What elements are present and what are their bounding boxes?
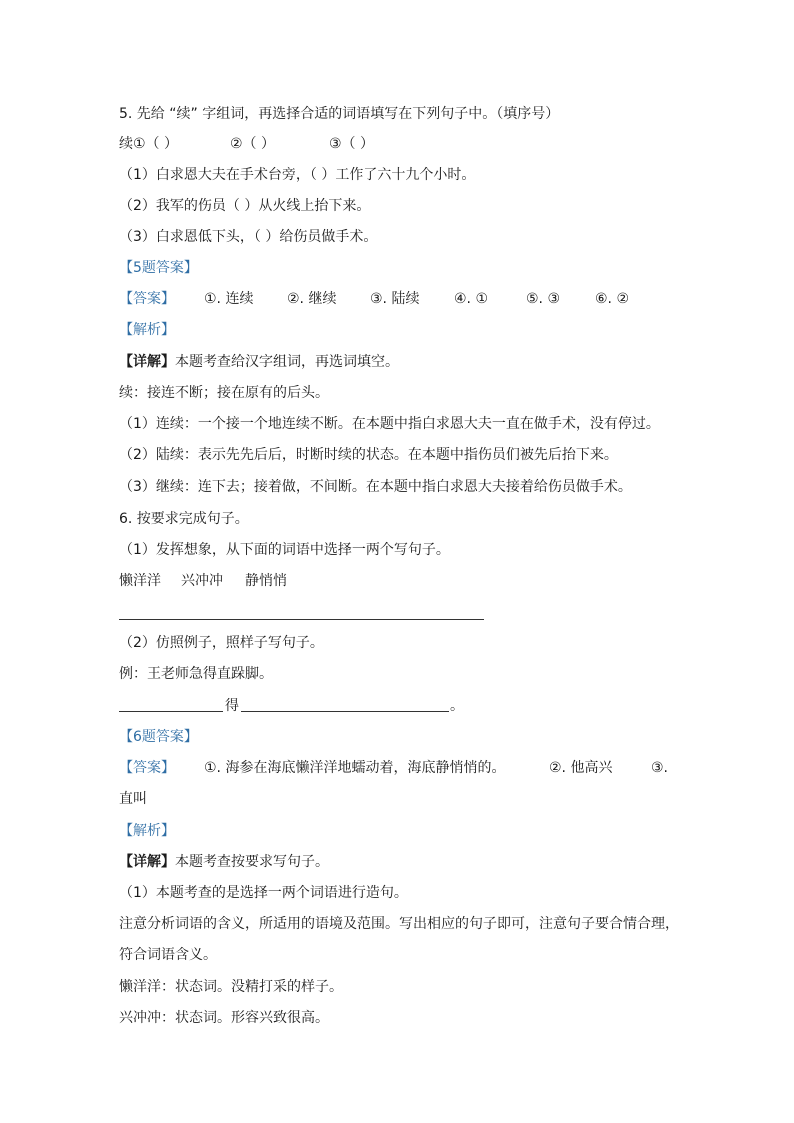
q6-word-3: 静悄悄 [245,573,287,589]
q6-answer-line [119,619,484,620]
q6-analysis-heading: 【解析】 [119,823,175,839]
q6-answer-heading: 【6题答案】 [119,729,198,745]
q6-word-list [119,571,419,591]
q6-answer-3-continued: 直叫 [119,791,147,807]
q5-detail-text: 本题考查给汉字组词，再选词填空。 [175,354,399,370]
q5-detail [119,352,399,372]
q6-answer-row [119,758,679,778]
q6-word-1: 懒洋洋 [119,573,161,589]
q6-detail-text: 本题考查按要求写句子。 [175,854,329,870]
q6-detail-label: 【详解】 [119,854,175,870]
q5-answer-2: ②. 继续 [287,291,337,307]
q6-fill-blank-2 [241,711,449,712]
q6-fill-end: 。 [450,698,464,714]
q6-answer-3: ③. [651,760,669,776]
q5-options-row [119,134,519,154]
q5-answer-row [119,289,679,309]
q5-explanation-1: （1）连续：一个接一个地连续不断。在本题中指白求恩大夫一直在做手术，没有停过。 [119,416,660,432]
q5-answer-6: ⑥. ② [595,291,630,307]
q5-answer-4: ④. ① [454,291,489,307]
q6-analysis-1: （1）本题考查的是选择一两个词语进行造句。 [119,885,408,901]
q6-part-2: （2）仿照例子，照样子写句子。 [119,635,324,651]
q5-analysis-heading: 【解析】 [119,322,175,338]
q6-analysis-3: 符合词语含义。 [119,947,217,963]
q5-title: 5. 先给 “续” 字组词，再选择合适的词语填写在下列句子中。（填序号） [119,106,560,122]
q6-detail [119,852,329,872]
q6-title: 6. 按要求完成句子。 [119,511,249,527]
q6-word-meaning-2: 兴冲冲：状态词。形容兴致很高。 [119,1010,329,1026]
q6-example: 例：王老师急得直跺脚。 [119,666,273,682]
q6-word-2: 兴冲冲 [181,573,223,589]
q5-option-1: ①（ ） [133,136,179,152]
q6-fill-blank-1 [119,711,223,712]
q6-answer-1: ①. 海参在海底懒洋洋地蠕动着，海底静悄悄的。 [204,760,506,776]
q5-definition: 续：接连不断；接在原有的后头。 [119,385,329,401]
q5-answer-1: ①. 连续 [204,291,254,307]
q5-answer-5: ⑤. ③ [526,291,561,307]
q6-part-1: （1）发挥想象，从下面的词语中选择一两个写句子。 [119,542,450,558]
q5-sentence-2: （2）我军的伤员（ ）从火线上抬下来。 [119,198,371,214]
q5-option-2: ②（ ） [230,136,276,152]
q6-answer-2: ②. 他高兴 [549,760,613,776]
q6-analysis-2: 注意分析词语的含义，所适用的语境及范围。写出相应的句子即可，注意句子要合情合理， [119,916,679,932]
q6-word-meaning-1: 懒洋洋：状态词。没精打采的样子。 [119,979,343,995]
q6-fill-middle: 得 [225,698,239,714]
q5-answer-label: 【答案】 [119,291,175,307]
q5-answer-3: ③. 陆续 [370,291,420,307]
q5-prefix: 续 [119,136,133,152]
q5-explanation-2: （2）陆续：表示先先后后，时断时续的状态。在本题中指伤员们被先后抬下来。 [119,447,618,463]
q5-sentence-3: （3）白求恩低下头，（ ）给伤员做手术。 [119,229,378,245]
q5-option-3: ③（ ） [329,136,375,152]
q5-explanation-3: （3）继续：连下去；接着做，不间断。在本题中指白求恩大夫接着给伤员做手术。 [119,479,632,495]
q5-answer-heading: 【5题答案】 [119,260,198,276]
q6-answer-label: 【答案】 [119,760,175,776]
q5-detail-label: 【详解】 [119,354,175,370]
q5-sentence-1: （1）白求恩大夫在手术台旁，（ ）工作了六十九个小时。 [119,167,476,183]
